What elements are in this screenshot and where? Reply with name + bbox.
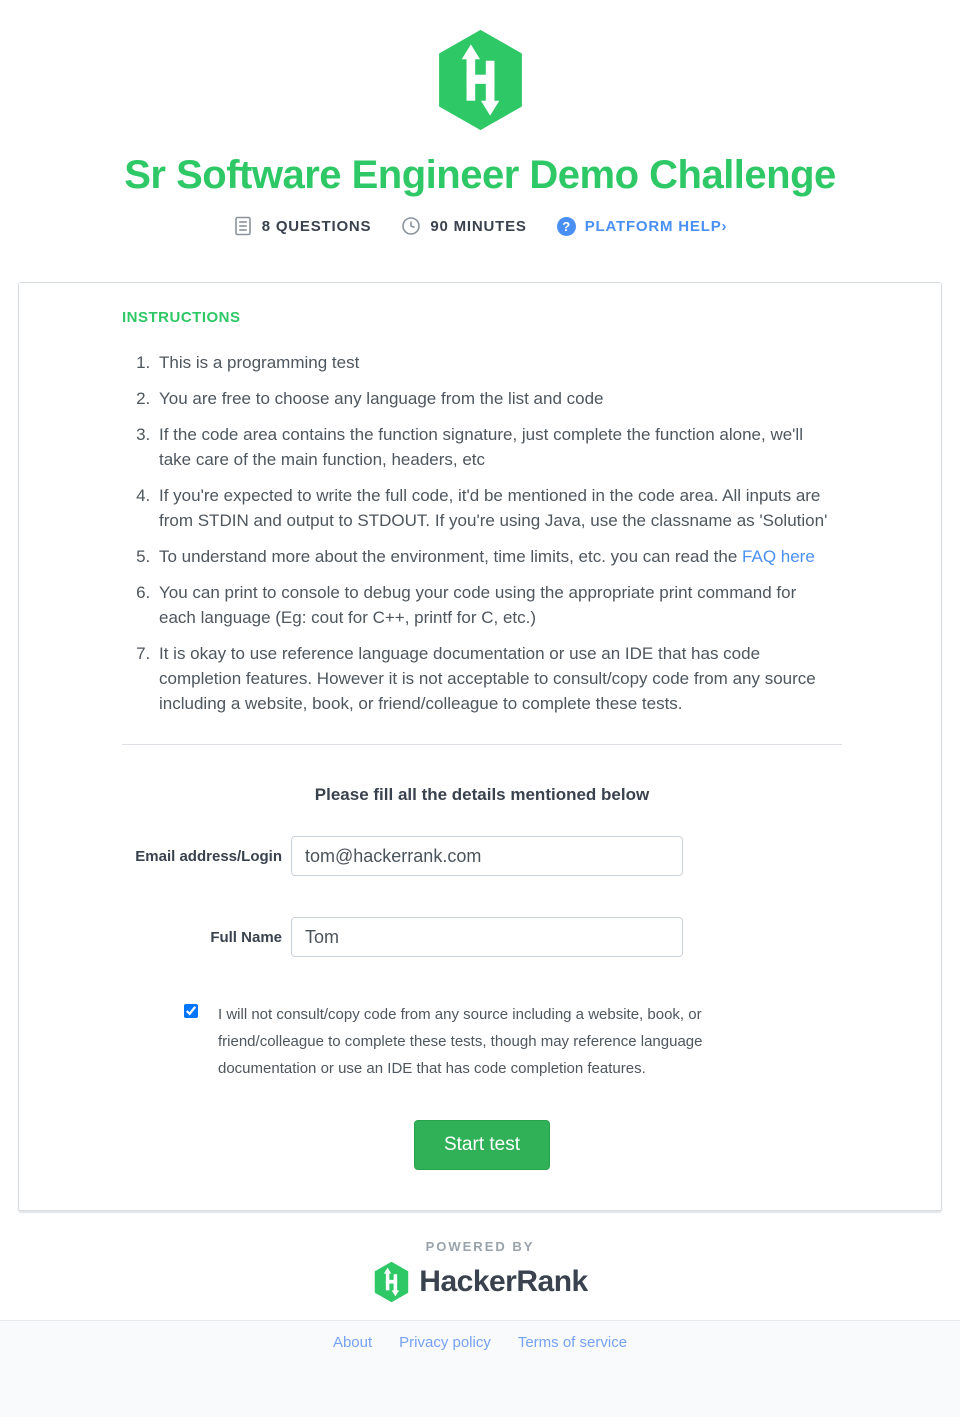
instruction-item: 1. This is a programming test (155, 350, 834, 375)
instructions-panel (18, 282, 942, 1211)
instruction-item: 2. You are free to choose any language from the list and code (155, 386, 834, 411)
page-title: Sr Software Engineer Demo Challenge (124, 153, 836, 197)
hackerrank-logo-small-icon (372, 1261, 411, 1303)
help-icon: ? (557, 217, 576, 236)
agreement-text: I will not consult/copy code from any source including a website, book, or friend/colleague to complete these tests, though may reference language documentation or use an IDE that has code completion features. (218, 1006, 703, 1077)
full-name-label: Full Name (210, 928, 282, 946)
platform-help-label: PLATFORM HELP› (584, 217, 728, 235)
test-meta (0, 216, 960, 236)
test-duration-label: 90 MINUTES (430, 217, 527, 235)
instruction-item: 7. It is okay to use reference language documentation or use an IDE that has code completion features. However it is not acceptable to consult/copy code from any source including a website, book, or friend/colleague to complete these tests. (155, 641, 834, 716)
email-row (122, 836, 842, 876)
hackerrank-brand (0, 1261, 960, 1303)
email-field[interactable] (291, 836, 683, 876)
faq-link[interactable]: FAQ here (742, 547, 815, 566)
instructions-heading: INSTRUCTIONS (122, 309, 241, 326)
instruction-item: 5. To understand more about the environment, time limits, etc. you can read the FAQ here (155, 544, 834, 569)
hackerrank-logo-icon (432, 28, 529, 132)
header (0, 0, 960, 236)
footer-link-about[interactable]: About (332, 1334, 373, 1351)
test-duration (401, 216, 526, 236)
instruction-item: 3. If the code area contains the function signature, just complete the function alone, we'll take care of the main function, headers, etc (155, 422, 834, 472)
questions-count (233, 216, 372, 236)
powered-by-label: POWERED BY (425, 1239, 535, 1254)
instructions-list (122, 350, 834, 716)
clock-icon (401, 216, 421, 236)
platform-help-link[interactable] (557, 217, 728, 236)
questions-icon (233, 216, 253, 236)
divider (122, 744, 842, 745)
footer (0, 1239, 960, 1417)
form-heading: Please fill all the details mentioned below (314, 785, 650, 804)
agreement-checkbox[interactable] (184, 1004, 198, 1018)
full-name-field[interactable] (291, 917, 683, 957)
email-label: Email address/Login (135, 847, 282, 865)
instruction-item: 4. If you're expected to write the full code, it'd be mentioned in the code area. All inputs are from STDIN and output to STDOUT. If you're using Java, use the classname as 'Solution' (155, 483, 834, 533)
hackerrank-wordmark: HackerRank (419, 1265, 588, 1298)
footer-link-terms-of-service[interactable]: Terms of service (517, 1334, 628, 1351)
questions-count-label: 8 QUESTIONS (261, 217, 372, 235)
instruction-item: 6. You can print to console to debug your code using the appropriate print command for each language (Eg: cout for C++, printf for C, etc.) (155, 580, 834, 630)
footer-links (0, 1320, 960, 1417)
agreement-row (184, 1001, 824, 1082)
submit-row (122, 1120, 842, 1170)
footer-link-privacy-policy[interactable]: Privacy policy (399, 1334, 491, 1351)
full-name-row (122, 917, 842, 957)
start-test-button[interactable]: Start test (414, 1120, 550, 1170)
